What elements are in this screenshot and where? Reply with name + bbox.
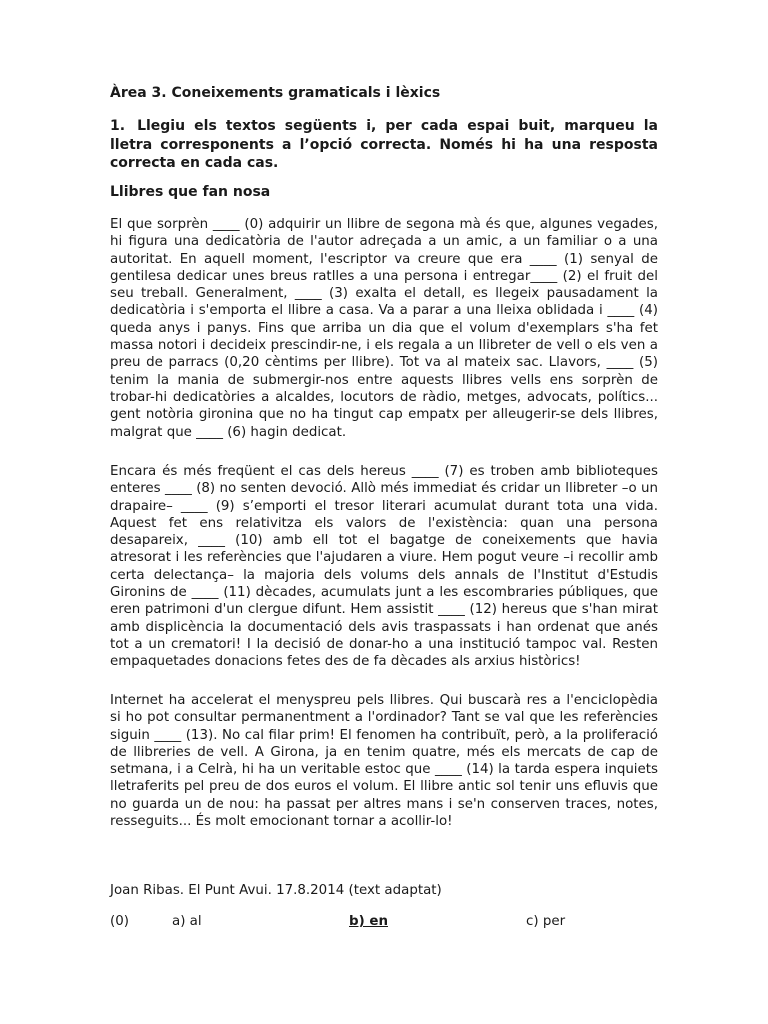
exercise-number: 1. [110,118,126,134]
paragraph-1: El que sorprèn ____ (0) adquirir un llibre de segona mà és que, algunes vegades, hi figura una dedicatòria de l'autor adreçada a un amic, a un familiar o a una autoritat. En aquell moment, l'escriptor va creure que era ____ (1) senyal de gentilesa dedicar unes breus ratlles a una persona i entregar____ (2) el fruit del seu treball. Generalment, ____ (3) exalta el detall, es llegeix pausadament la dedicatòria i s'emporta el llibre a casa. Va a parar a una lleixa oblidada i ____ (4) queda anys i panys. Fins que arriba un dia que el volum d'exemplars s'ha fet massa notori i decideix prescindir-ne, i els regala a un llibreter de vell o els ven a preu de parracs (0,20 cèntims per llibre). Tot va al mateix sac. Llavors, ____ (5) tenim la mania de submergir-nos entre aquests llibres vells ens sorprèn de trobar-hi dedicatòries a alcaldes, locutors de ràdio, metges, advocats, polítics... gent notòria gironina que no ha tingut cap empatx per alleugerir-se dels llibres, malgrat que ____ (6) hagin dedicat. [110,217,658,440]
option-b-correct[interactable]: b) en [349,914,388,929]
area-title: Àrea 3. Coneixements gramaticals i lèxics [110,85,441,101]
option-a[interactable]: a) al [172,914,202,929]
paragraph-3: Internet ha accelerat el menyspreu pels llibres. Qui buscarà res a l'enciclopèdia si ho pot consultar permanentment a l'ordinador? Tant se val que les referències siguin ____ (13). No cal filar prim! El fenomen ha contribuït, però, a la proliferació de llibreries de vell. A Girona, ja en tenim quatre, més els mercats de cap de setmana, i a Celrà, hi ha un veritable estoc que ____ (14) la tarda espera inquiets lletraferits pel preu de dos euros el volum. El llibre antic sol tenir uns efluvis que no guarda un de nou: ha passat per altres mans i se'n conserven traces, notes, resseguits... És molt emocionant tornar a acollir-lo! [110,693,658,830]
answer-options-row [110,913,658,931]
instruction-text: Llegiu els textos següents i, per cada espai buit, marqueu la lletra corresponents a l’opció correcta. Només hi ha una resposta correcta en cada cas. [110,118,658,171]
text-title: Llibres que fan nosa [110,184,271,200]
source-citation: Joan Ribas. El Punt Avui. 17.8.2014 (text adaptat) [110,883,442,898]
option-c[interactable]: c) per [526,914,566,929]
question-number: (0) [110,914,129,929]
paragraph-2: Encara és més freqüent el cas dels hereus ____ (7) es troben amb biblioteques enteres ____ (8) no senten devoció. Allò més immediat és cridar un llibreter –o un drapaire– ____ (9) s’emporti el tresor literari acumulat durant tota una vida. Aquest fet ens relativitza els valors de l'existència: quan una persona desapareix, ____ (10) amb ell tot el bagatge de coneixements que havia atresorat i les referències que l'ajudaren a viure. Hem pogut veure –i recollir amb certa delectança– la majoria dels volums dels annals de l'Institut d'Estudis Gironins de ____ (11) dècades, acumulats junt a les escombraries públiques, que eren patrimoni d'un clergue difunt. Hem assistit ____ (12) hereus que s'han mirat amb displicència la documentació dels avis traspassats i han ordenat que anés tot a un crematori! I la decisió de donar-ho a una institució tampoc val. Resten empaquetades donacions fetes des de fa dècades als arxius històrics! [110,464,658,670]
exercise-instruction [110,117,658,173]
